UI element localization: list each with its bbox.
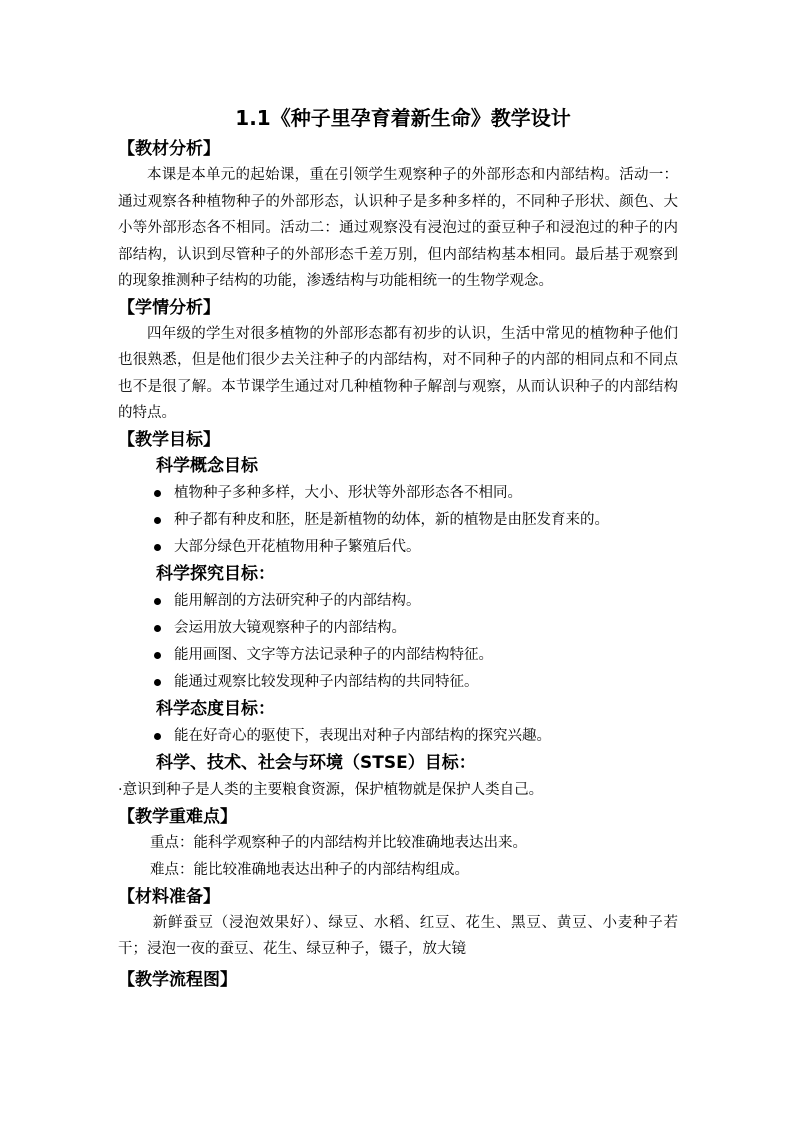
bullet-icon <box>154 625 161 632</box>
section-student-analysis <box>118 295 678 427</box>
document-content <box>118 104 678 993</box>
section-paragraph: 四年级的学生对很多植物的外部形态都有初步的认识，生活中常见的植物种子他们也很熟悉，但是他们很少去关注种子的内部结构，对不同种子的内部的相同点和不同点也不是很了解。本节课学生通过对几种植物种子解剖与观察，从而认识种子的内部结构的特点。 <box>118 325 678 421</box>
section-heading: 【教材分析】 <box>118 139 220 159</box>
section-textbook-analysis <box>118 136 678 295</box>
stse-goal-text: ·意识到种子是人类的主要粮食资源，保护植物就是保护人类自己。 <box>118 781 544 798</box>
concept-goals-list <box>118 480 678 561</box>
key-point-focus: 重点：能科学观察种子的内部结构并比较准确地表达出来。 <box>150 834 527 851</box>
bullet-icon <box>154 490 161 497</box>
sub-heading-inquiry-goals: 科学探究目标： <box>156 563 275 584</box>
section-paragraph: 新鲜蚕豆（浸泡效果好）、绿豆、水稻、红豆、花生、黑豆、黄豆、小麦种子若干；浸泡一夜的蚕豆、花生、绿豆种子，镊子，放大镜 <box>118 914 678 957</box>
list-item: 能用画图、文字等方法记录种子的内部结构特征。 <box>118 642 678 669</box>
attitude-goals-list <box>118 723 678 750</box>
section-heading: 【教学目标】 <box>118 429 220 450</box>
bullet-icon <box>154 544 161 551</box>
key-point-difficulty: 难点：能比较准确地表达出种子的内部结构组成。 <box>150 861 469 878</box>
list-item: 种子都有种皮和胚，胚是新植物的幼体，新的植物是由胚发育来的。 <box>118 507 678 534</box>
list-item: 植物种子多种多样，大小、形状等外部形态各不相同。 <box>118 480 678 507</box>
bullet-icon <box>154 517 161 524</box>
section-teaching-flow <box>118 967 678 993</box>
section-heading: 【学情分析】 <box>118 297 220 318</box>
list-item: 会运用放大镜观察种子的内部结构。 <box>118 615 678 642</box>
list-item: 能用解剖的方法研究种子的内部结构。 <box>118 588 678 615</box>
inquiry-goals-list <box>118 588 678 696</box>
section-heading: 【教学重难点】 <box>118 806 237 827</box>
sub-heading-concept-goals: 科学概念目标 <box>156 455 258 476</box>
bullet-icon <box>154 733 161 740</box>
bullet-icon <box>154 652 161 659</box>
section-materials <box>118 884 678 963</box>
section-paragraph: 本课是本单元的起始课，重在引领学生观察种子的外部形态和内部结构。活动一：通过观察各种植物种子的外部形态，认识种子是多种多样的，不同种子形状、颜色、大小等外部形态各不相同。活动二：通过观察没有浸泡过的蚕豆种子和浸泡过的种子的内部结构，认识到尽管种子的外部形态千差万别，但内部结构基本相同。最后基于观察到的现象推测种子结构的功能，渗透结构与功能相统一的生物学观念。 <box>118 167 678 289</box>
sub-heading-attitude-goals: 科学态度目标： <box>156 698 275 719</box>
list-item: 能通过观察比较发现种子内部结构的共同特征。 <box>118 669 678 696</box>
document-title: 1.1《种子里孕育着新生命》教学设计 <box>235 106 571 130</box>
section-teaching-goals <box>118 427 678 804</box>
section-key-points <box>118 804 678 884</box>
section-heading: 【教学流程图】 <box>118 969 237 990</box>
bullet-icon <box>154 679 161 686</box>
section-heading: 【材料准备】 <box>118 886 220 907</box>
bullet-icon <box>154 598 161 605</box>
list-item: 大部分绿色开花植物用种子繁殖后代。 <box>118 534 678 561</box>
sub-heading-stse-goals: 科学、技术、社会与环境（STSE）目标： <box>156 752 476 773</box>
list-item: 能在好奇心的驱使下，表现出对种子内部结构的探究兴趣。 <box>118 723 678 750</box>
